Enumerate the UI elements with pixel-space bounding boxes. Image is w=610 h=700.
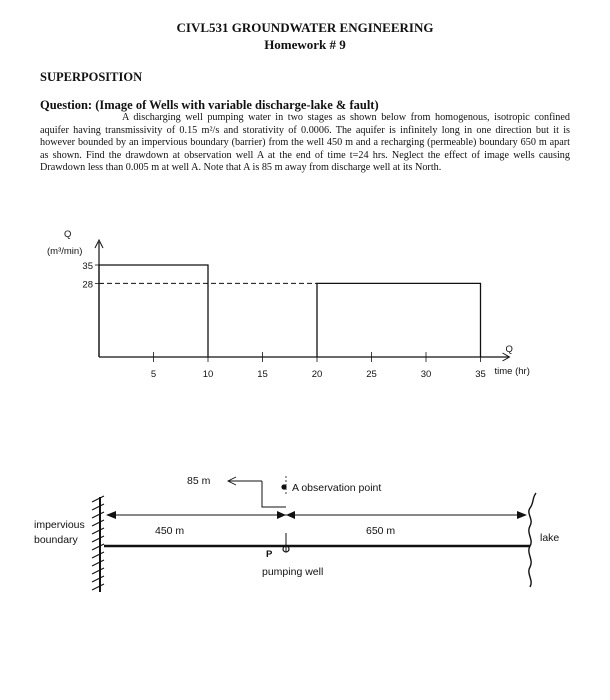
dim-arrow-mid-b <box>286 511 295 519</box>
question-text: A discharging well pumping water in two stages as shown below from homogenous, isotropic confined aquifer having transmissivity of 0.15 m²/s and storativity of 0.0006. The aquifer is infinitely long in one direction but it is however bounded by an impervious boundary (barrier) from the well 450 m and a recharging (permeable) boundary 650 m apart as shown. Find the drawdown at observation well A at the end of time t=24 hrs. Neglect the effect of image wells causing Drawdown less than 0.005 m at well A. Note that A is 85 m away from discharge well at its North. <box>40 112 570 174</box>
course-title: CIVL531 GROUNDWATER ENGINEERING <box>176 20 434 35</box>
y-axis-label-q: Q <box>64 229 72 240</box>
distance-right-label: 650 m <box>366 525 396 537</box>
x-tick-label: 30 <box>420 369 432 380</box>
y-tick-label: 35 <box>82 261 93 272</box>
section-title: SUPERPOSITION <box>40 70 143 84</box>
observation-well-marker <box>281 484 286 489</box>
y-tick-label: 28 <box>82 279 93 291</box>
dim-arrow-left <box>106 511 116 519</box>
observation-label: A observation point <box>292 482 382 494</box>
impervious-label-line2: boundary <box>34 534 78 546</box>
x-tick-label: 20 <box>311 369 323 380</box>
x-tick-label: 35 <box>475 369 486 380</box>
homework-number: Homework # 9 <box>264 37 346 52</box>
impervious-label-line1: impervious <box>34 519 85 531</box>
distance-left-label: 450 m <box>155 525 185 537</box>
question-label: Question: (Image of Wells with variable discharge-lake & fault) <box>40 98 379 112</box>
pumping-well-label: pumping well <box>262 566 324 578</box>
lake-label: lake <box>540 532 560 544</box>
x-tick-label: 15 <box>257 369 268 380</box>
offset-leader <box>262 481 286 507</box>
impervious-boundary-hatch <box>92 496 104 592</box>
dim-arrow-right <box>517 511 527 519</box>
pumping-well-letter: P <box>266 549 273 560</box>
x-axis-arrow-label: Q <box>505 344 513 355</box>
x-tick-label: 5 <box>150 369 157 380</box>
lake-boundary-line <box>529 493 536 587</box>
x-axis-label: time (hr) <box>494 366 530 377</box>
dim-arrow-mid-a <box>277 511 286 519</box>
y-axis-label-unit: (m³/min) <box>47 246 83 257</box>
x-tick-label: 10 <box>202 369 214 380</box>
x-tick-label: 25 <box>366 369 377 380</box>
distance-a-label: 85 m <box>187 475 211 487</box>
